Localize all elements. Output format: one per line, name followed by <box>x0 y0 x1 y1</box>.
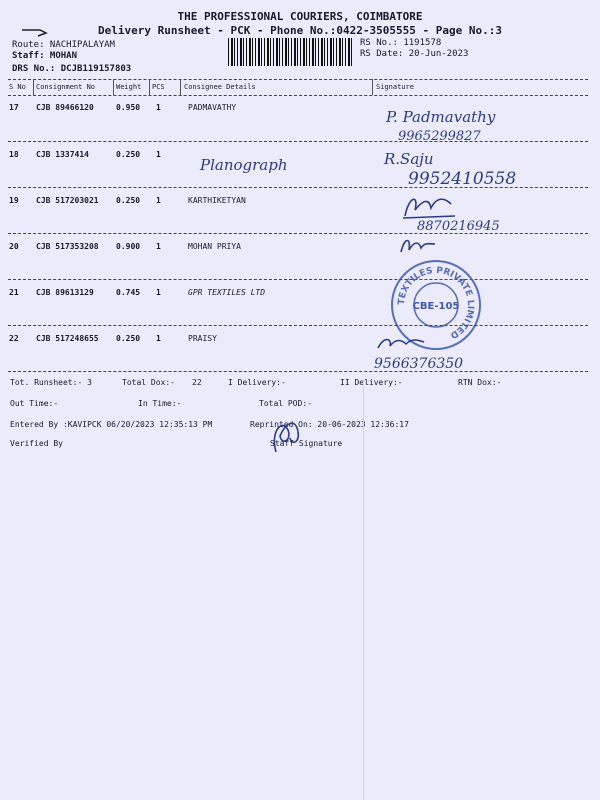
row-sno: 20 <box>9 242 19 251</box>
svg-text:TEXTILES PRIVATE LIMITED: TEXTILES PRIVATE LIMITED <box>396 265 476 341</box>
svg-text:8870216945: 8870216945 <box>417 219 500 234</box>
row-sno: 18 <box>9 150 19 159</box>
row-consignee: GPR TEXTILES LTD <box>188 288 266 297</box>
row-pcs: 1 <box>156 288 161 297</box>
row-weight: 0.250 <box>116 196 141 205</box>
row-consignment: CJB 517248655 <box>36 334 99 343</box>
row-consignee: PADMAVATHY <box>188 103 237 112</box>
col-consignment: Consignment No <box>36 83 96 91</box>
company-title: THE PROFESSIONAL COURIERS, COIMBATORE <box>177 10 423 23</box>
i-delivery-label: I Delivery:- <box>228 378 286 387</box>
row-sno: 22 <box>9 334 19 343</box>
svg-text:9566376350: 9566376350 <box>374 356 464 372</box>
total-runsheet: Tot. Runsheet:- 3 <box>10 378 92 387</box>
col-pcs: PCS <box>152 83 165 91</box>
col-sno: S No <box>9 83 26 91</box>
rs-date: RS Date: 20-Jun-2023 <box>360 49 469 59</box>
row-pcs: 1 <box>156 196 161 205</box>
row-weight: 0.950 <box>116 103 141 112</box>
in-time-label: In Time:- <box>138 399 182 408</box>
staff-label: Staff: MOHAN <box>12 51 78 61</box>
svg-text:CBE-105: CBE-105 <box>412 301 460 312</box>
rtn-dox-label: RTN Dox:- <box>458 378 502 387</box>
staff-signature-label: Staff Signature <box>270 439 343 448</box>
ii-delivery-label: II Delivery:- <box>340 378 403 387</box>
row-sno: 21 <box>9 288 19 297</box>
total-dox-label: Total Dox:- <box>122 378 175 387</box>
rs-number: RS No.: 1191578 <box>360 38 442 48</box>
row-pcs: 1 <box>156 150 161 159</box>
row-consignee: PRAISY <box>188 334 217 343</box>
entered-by: Entered By :KAVIPCK 06/20/2023 12:35:13 PM <box>10 420 213 429</box>
row-consignment: CJB 89613129 <box>36 288 94 297</box>
svg-text:9952410558: 9952410558 <box>408 169 517 189</box>
signature-row-18 <box>380 150 570 190</box>
signature-row-19 <box>395 190 575 234</box>
row-pcs: 1 <box>156 242 161 251</box>
svg-text:R.Saju: R.Saju <box>384 150 434 168</box>
row-weight: 0.250 <box>116 150 141 159</box>
svg-text:P. Padmavathy: P. Padmavathy <box>386 108 496 126</box>
svg-text:9965299827: 9965299827 <box>398 129 481 144</box>
col-consignee: Consignee Details <box>184 83 256 91</box>
col-weight: Weight <box>116 83 142 91</box>
row-consignment: CJB 1337414 <box>36 150 89 159</box>
row-sno: 19 <box>9 196 19 205</box>
row-weight: 0.745 <box>116 288 141 297</box>
row-consignee: KARTHIKETYAN <box>188 196 246 205</box>
row-weight: 0.250 <box>116 334 141 343</box>
row-consignee: MOHAN PRIYA <box>188 242 241 251</box>
total-pod-label: Total POD:- <box>259 399 312 408</box>
row-consignment: CJB 89466120 <box>36 103 94 112</box>
total-dox-value: 22 <box>192 378 202 387</box>
row-pcs: 1 <box>156 334 161 343</box>
row-consignment: CJB 517353208 <box>36 242 99 251</box>
route-label: Route: NACHIPALAYAM <box>12 40 115 50</box>
scan-arrow-mark <box>20 24 48 38</box>
barcode <box>228 38 352 66</box>
row-sno: 17 <box>9 103 19 112</box>
reprinted-on: Reprinted On: 20-06-2023 12:36:17 <box>250 420 409 429</box>
paper-fold-line <box>363 380 364 800</box>
row-weight: 0.900 <box>116 242 141 251</box>
verified-by: Verified By <box>10 439 63 448</box>
handwritten-consignee-row-18 <box>196 150 306 178</box>
out-time-label: Out Time:- <box>10 399 59 408</box>
svg-text:Planograph: Planograph <box>200 156 288 174</box>
table-top-line <box>8 79 588 80</box>
signature-row-17 <box>382 108 542 144</box>
staff-signature-scribble <box>262 412 322 458</box>
row-consignment: CJB 517203021 <box>36 196 99 205</box>
runsheet-subtitle: Delivery Runsheet - PCK - Phone No.:0422-3505555 - Page No.:3 <box>98 24 502 37</box>
col-signature: Signature <box>376 83 414 91</box>
signature-row-22 <box>372 330 522 374</box>
drs-number: DRS No.: DCJB119157803 <box>12 64 132 74</box>
row-pcs: 1 <box>156 103 161 112</box>
